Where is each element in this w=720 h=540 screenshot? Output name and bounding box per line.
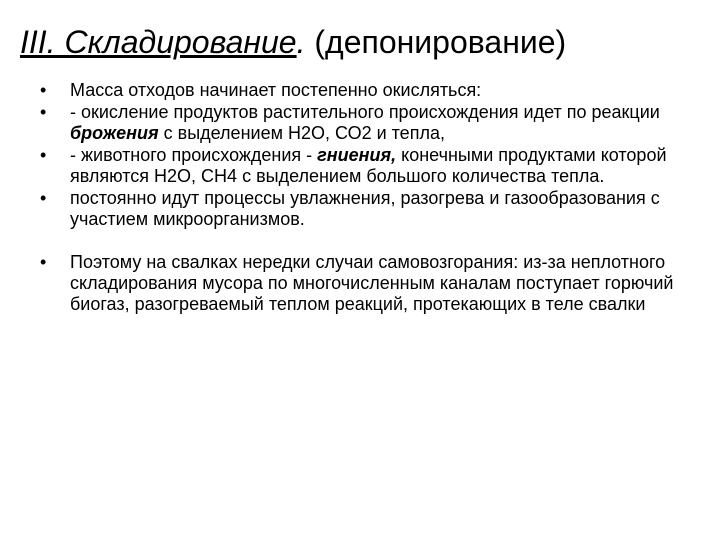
- title-dot: .: [296, 24, 306, 60]
- bullet-item-self-ignition: [40, 252, 700, 315]
- bullet-item-processes: [40, 188, 700, 230]
- bullet-icon: •: [40, 252, 47, 272]
- bullet-text: Поэтому на свалках нередки случаи самовозгорания: из-за неплотного складирования мусора по многочисленным каналам поступает горючий биогаз, разогреваемый теплом реакций, протекающих в теле свалки: [70, 252, 674, 314]
- title-parenthetical: (депонирование): [305, 24, 567, 60]
- bullet-emphasis-fermentation: брожения: [70, 123, 159, 143]
- bullet-item-oxidation: [40, 80, 700, 101]
- title-section-name: III. Складирование: [20, 24, 297, 60]
- bullet-text-before: - животного происхождения -: [70, 145, 318, 165]
- bullet-text-after: с выделением Н2О, СО2 и тепла,: [158, 123, 445, 143]
- bullet-text-after: конечными продуктами которой являются Н2О, СН4 с выделением большого количества тепла.: [70, 145, 667, 186]
- bullet-item-putrefaction: [40, 145, 700, 187]
- bullet-icon: •: [40, 145, 47, 165]
- bullet-text-before: - окисление продуктов растительного происхождения идет по реакции: [70, 102, 660, 122]
- bullet-icon: •: [40, 102, 47, 122]
- slide-title: [20, 22, 710, 62]
- bullet-emphasis-putrefaction: гниения,: [317, 145, 397, 165]
- bullet-text: постоянно идут процессы увлажнения, разогрева и газообразования с участием микроорганизмов.: [70, 188, 660, 229]
- bullet-item-fermentation: [40, 102, 700, 144]
- bullet-text: Масса отходов начинает постепенно окисляться:: [70, 80, 482, 100]
- bullet-icon: •: [40, 80, 47, 100]
- bullet-icon: •: [40, 188, 47, 208]
- bullet-list: [40, 80, 700, 316]
